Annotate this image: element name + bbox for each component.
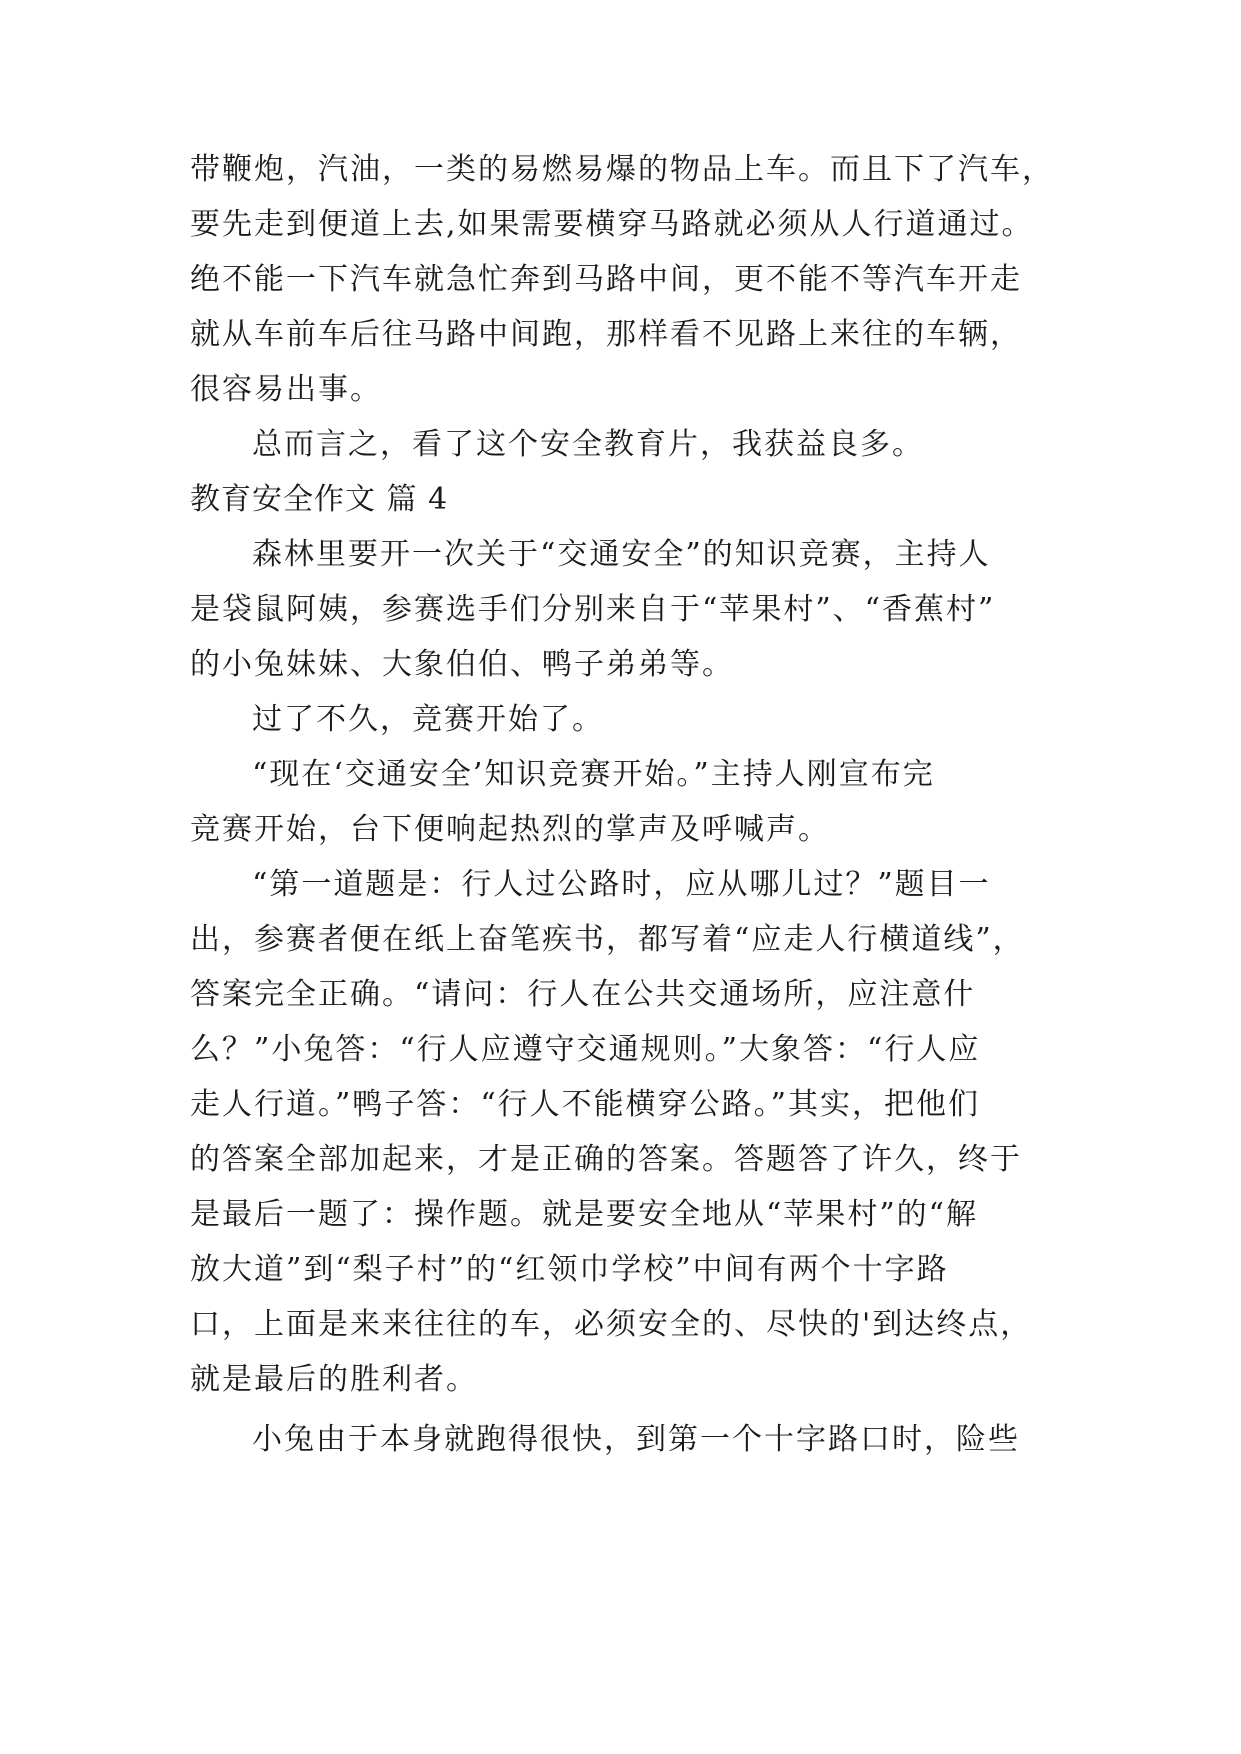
text-line: 很容易出事。 — [190, 372, 382, 407]
text-line: 是最后一题了：操作题。就是要安全地从“苹果村”的“解 — [190, 1197, 979, 1232]
text-line: 出，参赛者便在纸上奋笔疾书，都写着“应走人行横道线”， — [190, 922, 1025, 957]
text-line: 的答案全部加起来，才是正确的答案。答题答了许久，终于 — [190, 1142, 1022, 1177]
paragraph-line: 总而言之，看了这个安全教育片，我获益良多。 — [252, 427, 924, 462]
text-line: 放大道”到“梨子村”的“红领巾学校”中间有两个十字路 — [190, 1252, 949, 1287]
text-line: 要先走到便道上去,如果需要横穿马路就必须从人行道通过。 — [190, 207, 1034, 242]
paragraph-line: “现在‘交通安全’知识竞赛开始。”主持人刚宣布完 — [252, 757, 935, 792]
text-line: 是袋鼠阿姨，参赛选手们分别来自于“苹果村”、“香蕉村” — [190, 592, 996, 627]
text-line: 绝不能一下汽车就急忙奔到马路中间，更不能不等汽车开走 — [190, 262, 1022, 297]
text-line: 带鞭炮，汽油，一类的易燃易爆的物品上车。而且下了汽车， — [190, 152, 1054, 187]
paragraph-line: 森林里要开一次关于“交通安全”的知识竞赛，主持人 — [252, 537, 991, 572]
text-line: 的小兔妹妹、大象伯伯、鸭子弟弟等。 — [190, 647, 734, 682]
paragraph-line: 小兔由于本身就跑得很快，到第一个十字路口时，险些 — [252, 1422, 1020, 1457]
paragraph-line: “第一道题是：行人过公路时，应从哪儿过？”题目一 — [252, 867, 991, 902]
paragraph-line: 过了不久，竞赛开始了。 — [252, 702, 604, 737]
text-line: 么？”小兔答：“行人应遵守交通规则。”大象答：“行人应 — [190, 1032, 981, 1067]
text-line: 竞赛开始，台下便响起热烈的掌声及呼喊声。 — [190, 812, 830, 847]
section-heading: 教育安全作文 篇 4 — [190, 482, 449, 517]
text-line: 就从车前车后往马路中间跑，那样看不见路上来往的车辆， — [190, 317, 1022, 352]
text-line: 答案完全正确。“请问：行人在公共交通场所，应注意什 — [190, 977, 976, 1012]
text-line: 就是最后的胜利者。 — [190, 1362, 478, 1397]
text-line: 口，上面是来来往往的车，必须安全的、尽快的'到达终点， — [190, 1307, 1033, 1342]
text-line: 走人行道。”鸭子答：“行人不能横穿公路。”其实，把他们 — [190, 1087, 981, 1122]
